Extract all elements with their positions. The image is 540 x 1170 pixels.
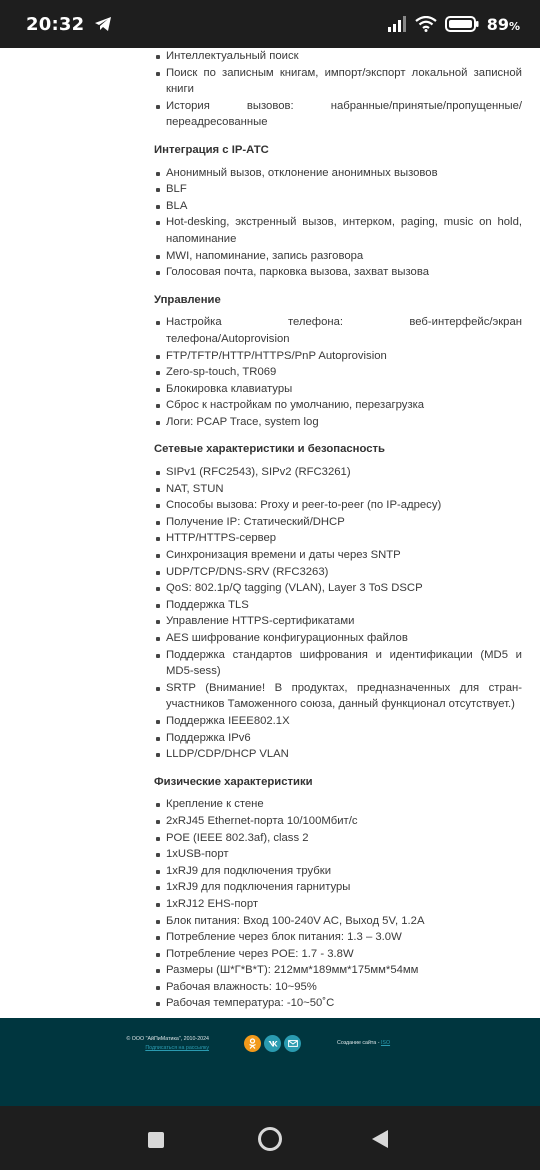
section-title-management: Управление: [154, 293, 221, 306]
ok-icon[interactable]: [244, 1035, 261, 1052]
list-item: Крепление к стене: [154, 796, 522, 813]
list-item: Сброс к настройкам по умолчанию, перезагрузка: [154, 397, 522, 414]
list-item: Рабочая влажность: 10~95%: [154, 979, 522, 996]
list-item: Потребление через POE: 1.7 - 3.8W: [154, 946, 522, 963]
mail-icon[interactable]: [284, 1035, 301, 1052]
list-item: UDP/TCP/DNS-SRV (RFC3263): [154, 564, 522, 581]
feature-list-pbx: [154, 165, 522, 281]
list-item: Голосовая почта, парковка вызова, захват вызова: [154, 264, 522, 281]
list-item: NAT, STUN: [154, 481, 522, 498]
list-item: Блокировка клавиатуры: [154, 381, 522, 398]
list-item: Рабочая температура: -10~50˚C: [154, 995, 522, 1012]
list-item: Поддержка стандартов шифрования и идентификации (MD5 и MD5-sess): [154, 647, 522, 680]
home-button[interactable]: [257, 1126, 283, 1157]
site-footer: [0, 1018, 540, 1106]
footer-copyright: © ООО "АйПиМатика", 2010-2024: [126, 1036, 209, 1042]
list-item: BLF: [154, 181, 522, 198]
list-item: Zero-sp-touch, TR069: [154, 364, 522, 381]
list-item: Размеры (Ш*Г*В*Т): 212мм*189мм*175мм*54мм: [154, 962, 522, 979]
section-title-pbx: Интеграция с IP-АТС: [154, 143, 269, 156]
list-item: Анонимный вызов, отклонение анонимных вызовов: [154, 165, 522, 182]
list-item: Потребление через блок питания: 1.3 – 3.0W: [154, 929, 522, 946]
footer-made-by: Создание сайта - ISO: [337, 1040, 391, 1046]
list-item: 1xUSB-порт: [154, 846, 522, 863]
list-item: Настройка телефона: веб-интерфейс/экран телефона/Autoprovision: [154, 314, 522, 347]
feature-list-physical: [154, 796, 522, 1012]
navigation-bar: [0, 1106, 540, 1170]
list-item: 1xRJ9 для подключения трубки: [154, 863, 522, 880]
section-title-physical: Физические характеристики: [154, 775, 313, 788]
list-item: Поиск по записным книгам, импорт/экспорт локальной записной книги: [154, 65, 522, 98]
subscribe-link[interactable]: Подписаться на рассылку: [145, 1045, 209, 1051]
social-links: [244, 1035, 301, 1052]
list-item: Поддержка IEEE802.1X: [154, 713, 522, 730]
list-item: Hot-desking, экстренный вызов, интерком, paging, music on hold, напоминание: [154, 214, 522, 247]
status-bar: [0, 0, 540, 48]
list-item: История вызовов: набранные/принятые/пропущенные/переадресованные: [154, 98, 522, 131]
list-item: QoS: 802.1p/Q tagging (VLAN), Layer 3 ToS DSCP: [154, 580, 522, 597]
vk-icon[interactable]: [264, 1035, 281, 1052]
list-item: Поддержка TLS: [154, 597, 522, 614]
spec-content: [154, 48, 522, 1012]
list-item: Получение IP: Статический/DHCP: [154, 514, 522, 531]
list-item: Управление HTTPS-сертификатами: [154, 613, 522, 630]
wifi-icon: [415, 16, 437, 32]
list-item: Способы вызова: Proxy и peer-to-peer (по IP-адресу): [154, 497, 522, 514]
list-item: LLDP/CDP/DHCP VLAN: [154, 746, 522, 763]
list-item: SIPv1 (RFC2543), SIPv2 (RFC3261): [154, 464, 522, 481]
recent-apps-button[interactable]: [146, 1130, 166, 1155]
feature-list-management: [154, 314, 522, 430]
list-item: BLA: [154, 198, 522, 215]
back-button[interactable]: [370, 1128, 390, 1155]
list-item: Логи: PCAP Trace, system log: [154, 414, 522, 431]
list-item: MWI, напоминание, запись разговора: [154, 248, 522, 265]
list-item: FTP/TFTP/HTTP/HTTPS/PnP Autoprovision: [154, 348, 522, 365]
list-item: 1xRJ9 для подключения гарнитуры: [154, 879, 522, 896]
list-item: Интеллектуальный поиск: [154, 48, 522, 65]
list-item: 2xRJ45 Ethernet-порта 10/100Мбит/с: [154, 813, 522, 830]
signal-icon: [387, 16, 407, 32]
battery-icon: [445, 16, 479, 32]
made-by-link[interactable]: ISO: [380, 1040, 391, 1046]
feature-list-network: [154, 464, 522, 763]
feature-list-search: [154, 48, 522, 131]
battery-percent: 89%: [486, 14, 520, 34]
list-item: SRTP (Внимание! В продуктах, предназначенных для стран-участников Таможенного союза, данный функционал отсутствует.): [154, 680, 522, 713]
list-item: Блок питания: Вход 100-240V AC, Выход 5V, 1.2A: [154, 913, 522, 930]
telegram-icon: [94, 16, 112, 32]
status-time: 20:32: [26, 13, 85, 35]
footer-copyright-block: [114, 1035, 209, 1053]
list-item: Поддержка IPv6: [154, 730, 522, 747]
list-item: POE (IEEE 802.3af), class 2: [154, 830, 522, 847]
list-item: Синхронизация времени и даты через SNTP: [154, 547, 522, 564]
list-item: AES шифрование конфигурационных файлов: [154, 630, 522, 647]
section-title-network: Сетевые характеристики и безопасность: [154, 443, 385, 456]
list-item: HTTP/HTTPS-сервер: [154, 530, 522, 547]
list-item: 1xRJ12 EHS-порт: [154, 896, 522, 913]
